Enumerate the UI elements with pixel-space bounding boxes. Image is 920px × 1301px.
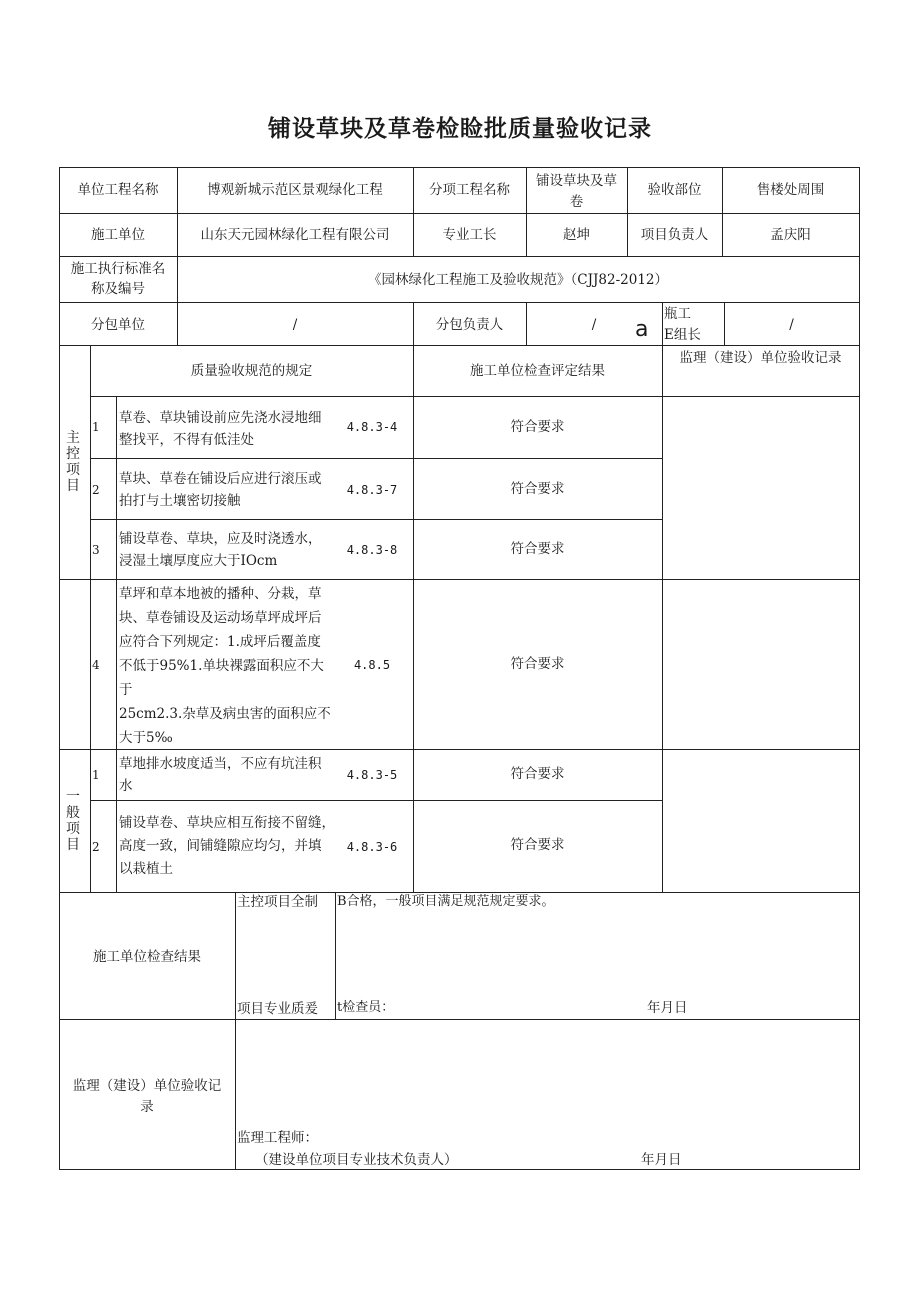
general-group-label: 一 般 项 目 [66,789,80,853]
item-code: 4.8.5 [353,658,391,672]
item-number: 3 [92,543,100,557]
foreman-value: 赵坤 [563,227,590,243]
standard-label-line1: 施工执行标准名 [70,261,166,277]
item-code: 4.8.3-4 [346,420,398,434]
item-number: 1 [92,420,100,434]
construction-check-date: 年月日 [647,1000,688,1016]
sub-manager-label: 分包负责人 [435,317,504,333]
row-line [90,519,662,520]
pm-value: 孟庆阳 [770,227,811,243]
item-spec-line: 草块、草卷在铺设后应进行滚压或 [119,471,322,487]
standard-value: 《园林绿化工程施工及验收规范》（CJJ82-2012） [368,272,668,288]
table-border-bottom [59,1169,860,1170]
item-spec-line: 块、草卷铺设及运动场草坪成坪后 [119,610,322,626]
unit-project-value: 博观新城示范区景观绿化工程 [207,182,383,198]
supervision-column-header: 监理（建设）单位验收记录 [679,350,842,366]
subcontractor-value: / [292,317,298,333]
item-spec-line: 水 [119,778,133,794]
accept-part-label: 验收部位 [647,182,702,198]
team-mark: a [635,317,649,342]
item-number: 2 [92,483,100,497]
foreman-label: 专业工长 [442,227,497,243]
item-spec-line: 整找平，不得有低洼处 [119,432,254,448]
row-line [59,256,859,257]
accept-part-value: 售楼处周围 [756,182,825,198]
acceptance-record-table [59,167,859,1169]
supervision-record-label-line1: 监理（建设）单位验收记 [72,1078,222,1094]
unit-project-label: 单位工程名称 [77,182,159,198]
item-spec-line: 不低于95%1.单块裸露面积应不大 [119,658,324,674]
table-border-right [859,167,860,1169]
row-line [59,213,859,214]
sub-project-value-line2: 卷 [569,194,584,210]
page-title: 铺设草块及草卷检睑批质量验收记录 [268,116,652,142]
team-value: / [789,317,794,333]
item-spec-line: 大于5‰ [119,730,173,746]
item-spec-line: 铺设草卷、草块，应及时浇透水， [119,531,322,547]
row-line [59,345,859,346]
col-line [335,892,336,1019]
supervision-date: 年月日 [641,1152,682,1168]
item-number: 1 [92,768,100,782]
item-result: 符合要求 [510,766,565,782]
item-spec-line: 高度一致，间铺缝隙应均匀，并填 [119,838,322,854]
item-result: 符合要求 [510,656,565,672]
pm-label: 项目负责人 [640,227,709,243]
sub-manager-value: / [591,317,597,333]
construction-unit-value: 山东天元园林绿化工程有限公司 [200,227,390,243]
construction-check-label: 施工单位检查结果 [93,949,201,965]
item-spec-line: 草地排水坡度适当，不应有坑洼积 [119,756,322,772]
construction-check-line2-left: 项目专业质爰 [237,1001,318,1017]
team-label-line2: E组长 [664,327,701,343]
row-line [59,302,859,303]
item-spec-line: 浸湿土壤厚度应大于IOcm [119,553,278,569]
col-line [662,345,663,892]
item-spec-line: 应符合下列规定：1.成坪后覆盖度 [119,634,321,650]
item-code: 4.8.3-7 [346,483,398,497]
item-spec-line: 于 [119,682,133,698]
row-line [90,458,662,459]
item-code: 4.8.3-8 [346,543,398,557]
subcontractor-label: 分包单位 [91,317,145,333]
row-line [59,749,859,750]
spec-column-header: 质量验收规范的规定 [190,363,313,379]
row-line [90,396,859,397]
construction-unit-label: 施工单位 [91,227,145,243]
result-column-header: 施工单位检查评定结果 [470,363,605,379]
sub-project-value-line1: 铺设草块及草 [536,173,617,189]
row-line [90,800,662,801]
row-line [59,579,859,580]
col-line [662,302,663,345]
item-spec-line: 草坪和草本地被的播种、分栽，草 [119,586,322,602]
col-line [116,396,117,892]
col-line [235,892,236,1169]
construction-check-line1-left: 主控项目全制 [237,894,318,910]
item-spec-line: 铺设草卷、草块应相互衔接不留缝， [119,815,335,831]
supervision-engineer: 监理工程师： [237,1130,318,1146]
item-code: 4.8.3-5 [346,768,398,782]
item-spec-line: 25cm2.3.杂草及病虫害的面积应不 [119,706,331,722]
supervision-record-label-line2: 录 [140,1099,154,1115]
construction-check-inspector: t检查员： [337,1000,395,1015]
sub-project-label: 分项工程名称 [429,182,510,198]
item-spec-line: 以栽植土 [119,861,173,877]
item-code: 4.8.3-6 [346,840,398,854]
item-result: 符合要求 [510,541,565,557]
item-number: 4 [92,658,100,672]
item-result: 符合要求 [510,837,565,853]
item-result: 符合要求 [510,481,565,497]
row-line [59,1019,859,1020]
supervision-owner: （建设单位项目专业技术负责人） [255,1152,458,1168]
item-number: 2 [92,840,100,854]
team-label-line1: 瓶工 [664,306,691,322]
item-result: 符合要求 [510,419,565,435]
item-spec-line: 草卷、草块铺设前应先浇水浸地细 [119,410,322,426]
table-border-top [59,167,859,168]
construction-check-line1-right: B合格，一般项目满足规范规定要求。 [337,894,555,909]
standard-label-line2: 称及编号 [91,281,145,297]
item-spec-line: 拍打与土壤密切接触 [119,493,241,509]
col-line [90,345,91,892]
main-control-group-label: 主 控 项 目 [66,430,80,494]
